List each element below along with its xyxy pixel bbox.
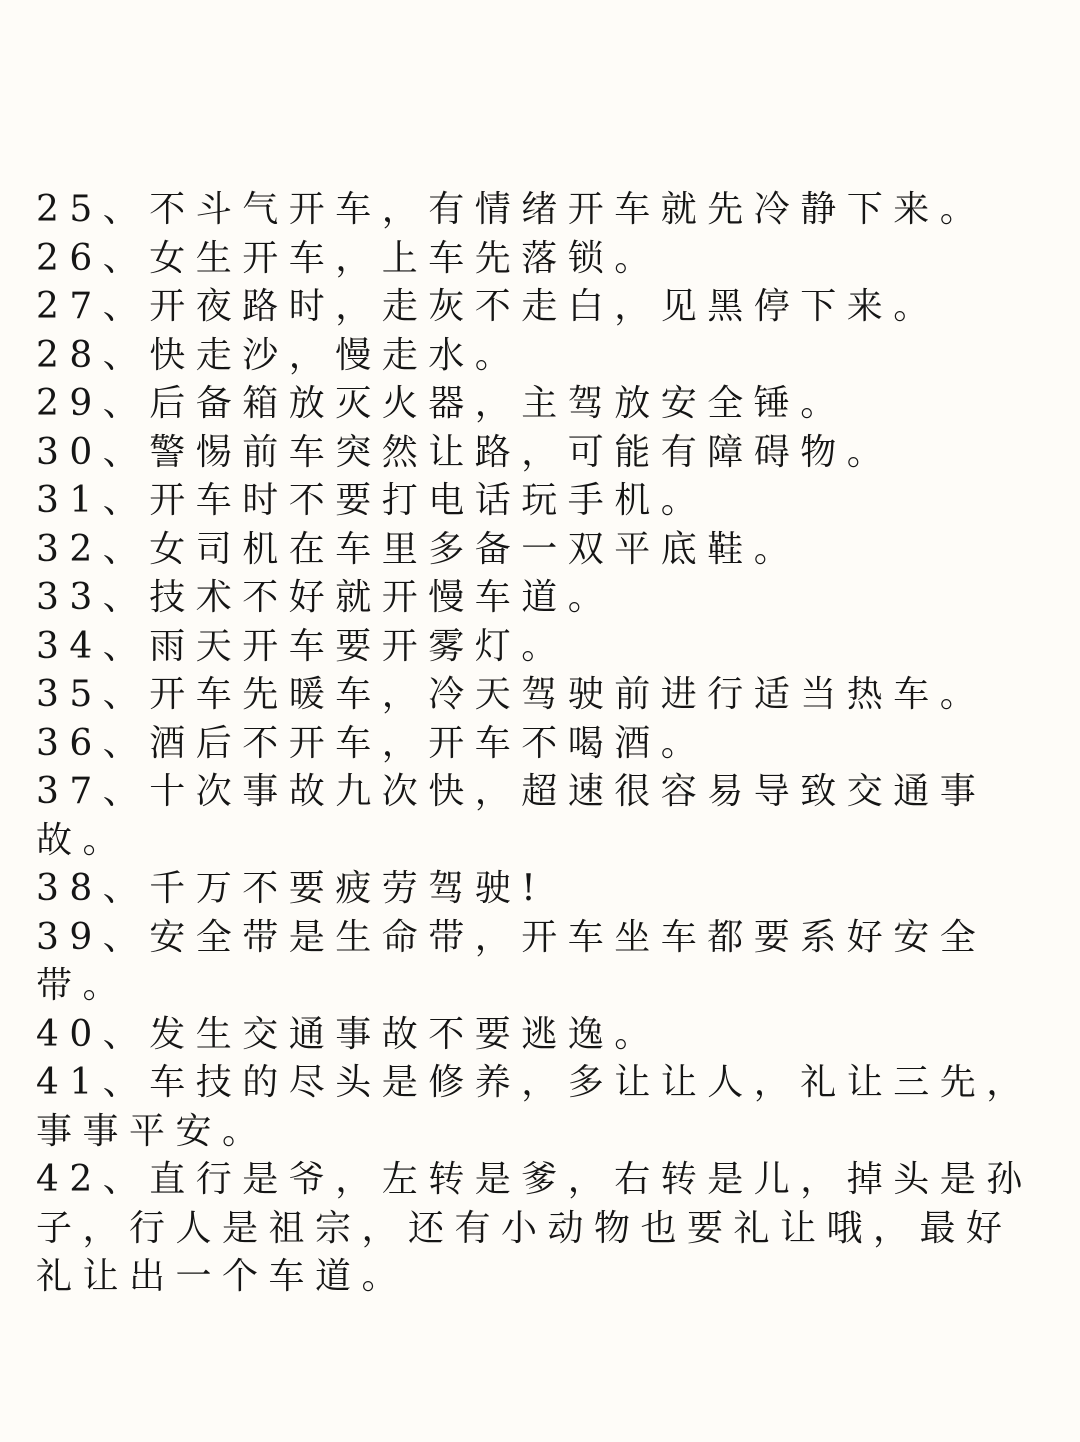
tip-25: 25、不斗气开车，有情绪开车就先冷静下来。 bbox=[36, 189, 987, 230]
tip-41: 41、车技的尽头是修养，多让让人，礼让三先，事事平安。 bbox=[36, 1062, 1033, 1152]
tip-37: 37、十次事故九次快，超速很容易导致交通事故。 bbox=[36, 771, 987, 861]
tip-42: 42、直行是爷，左转是爹，右转是儿，掉头是孙子，行人是祖宗，还有小动物也要礼让哦，最好礼让出一个车道。 bbox=[36, 1159, 1033, 1297]
tip-33: 33、技术不好就开慢车道。 bbox=[36, 577, 615, 618]
safety-tips-list bbox=[36, 186, 1046, 1302]
tip-32: 32、女司机在车里多备一双平底鞋。 bbox=[36, 528, 801, 570]
tip-30: 30、警惕前车突然让路，可能有障碍物。 bbox=[36, 431, 894, 473]
tip-38: 38、千万不要疲劳驾驶! bbox=[36, 868, 547, 909]
tip-31: 31、开车时不要打电话玩手机。 bbox=[36, 480, 708, 521]
tip-26: 26、女生开车，上车先落锁。 bbox=[36, 237, 661, 279]
tip-36: 36、酒后不开车，开车不喝酒。 bbox=[36, 722, 708, 764]
tip-35: 35、开车先暖车，冷天驾驶前进行适当热车。 bbox=[36, 674, 987, 715]
tip-40: 40、发生交通事故不要逃逸。 bbox=[36, 1013, 661, 1055]
tip-29: 29、后备箱放灭火器，主驾放安全锤。 bbox=[36, 383, 847, 424]
tip-39: 39、安全带是生命带，开车坐车都要系好安全带。 bbox=[36, 916, 987, 1006]
tip-27: 27、开夜路时，走灰不走白，见黑停下来。 bbox=[36, 286, 940, 327]
tip-28: 28、快走沙，慢走水。 bbox=[36, 334, 522, 376]
tip-34: 34、雨天开车要开雾灯。 bbox=[36, 625, 568, 667]
